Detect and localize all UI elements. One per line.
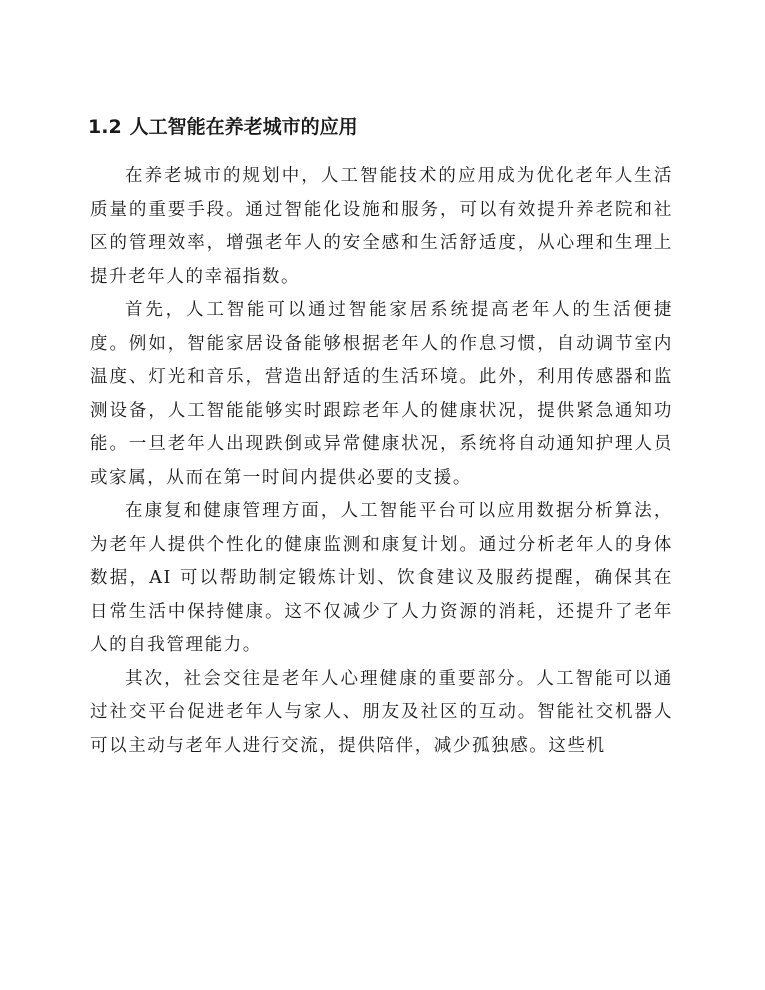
paragraph: 首先，人工智能可以通过智能家居系统提高老年人的生活便捷度。例如，智能家居设备能够根据老年人的作息习惯，自动调节室内温度、灯光和音乐，营造出舒适的生活环境。此外，利用传感器和监测设备，人工智能能够实时跟踪老年人的健康状况，提供紧急通知功能。一旦老年人出现跌倒或异常健康状况，系统将自动通知护理人员或家属，从而在第一时间内提供必要的支援。: [90, 300, 673, 488]
section-heading: [88, 115, 358, 139]
paragraph: 其次，社会交往是老年人心理健康的重要部分。人工智能可以通过社交平台促进老年人与家人、朋友及社区的互动。智能社交机器人可以主动与老年人进行交流，提供陪伴，减少孤独感。这些机: [90, 668, 673, 756]
paragraph: 在康复和健康管理方面，人工智能平台可以应用数据分析算法，为老年人提供个性化的健康监测和康复计划。通过分析老年人的身体数据，AI 可以帮助制定锻炼计划、饮食建议及服药提醒，确保其在日常生活中保持健康。这不仅减少了人力资源的消耗，还提升了老年人的自我管理能力。: [90, 501, 673, 655]
section-title: 人工智能在养老城市的应用: [129, 116, 358, 138]
paragraph: 在养老城市的规划中，人工智能技术的应用成为优化老年人生活质量的重要手段。通过智能化设施和服务，可以有效提升养老院和社区的管理效率，增强老年人的安全感和生活舒适度，从心理和生理上提升老年人的幸福指数。: [90, 166, 673, 287]
body-text: [90, 160, 673, 763]
section-number: 1.2: [88, 116, 122, 138]
